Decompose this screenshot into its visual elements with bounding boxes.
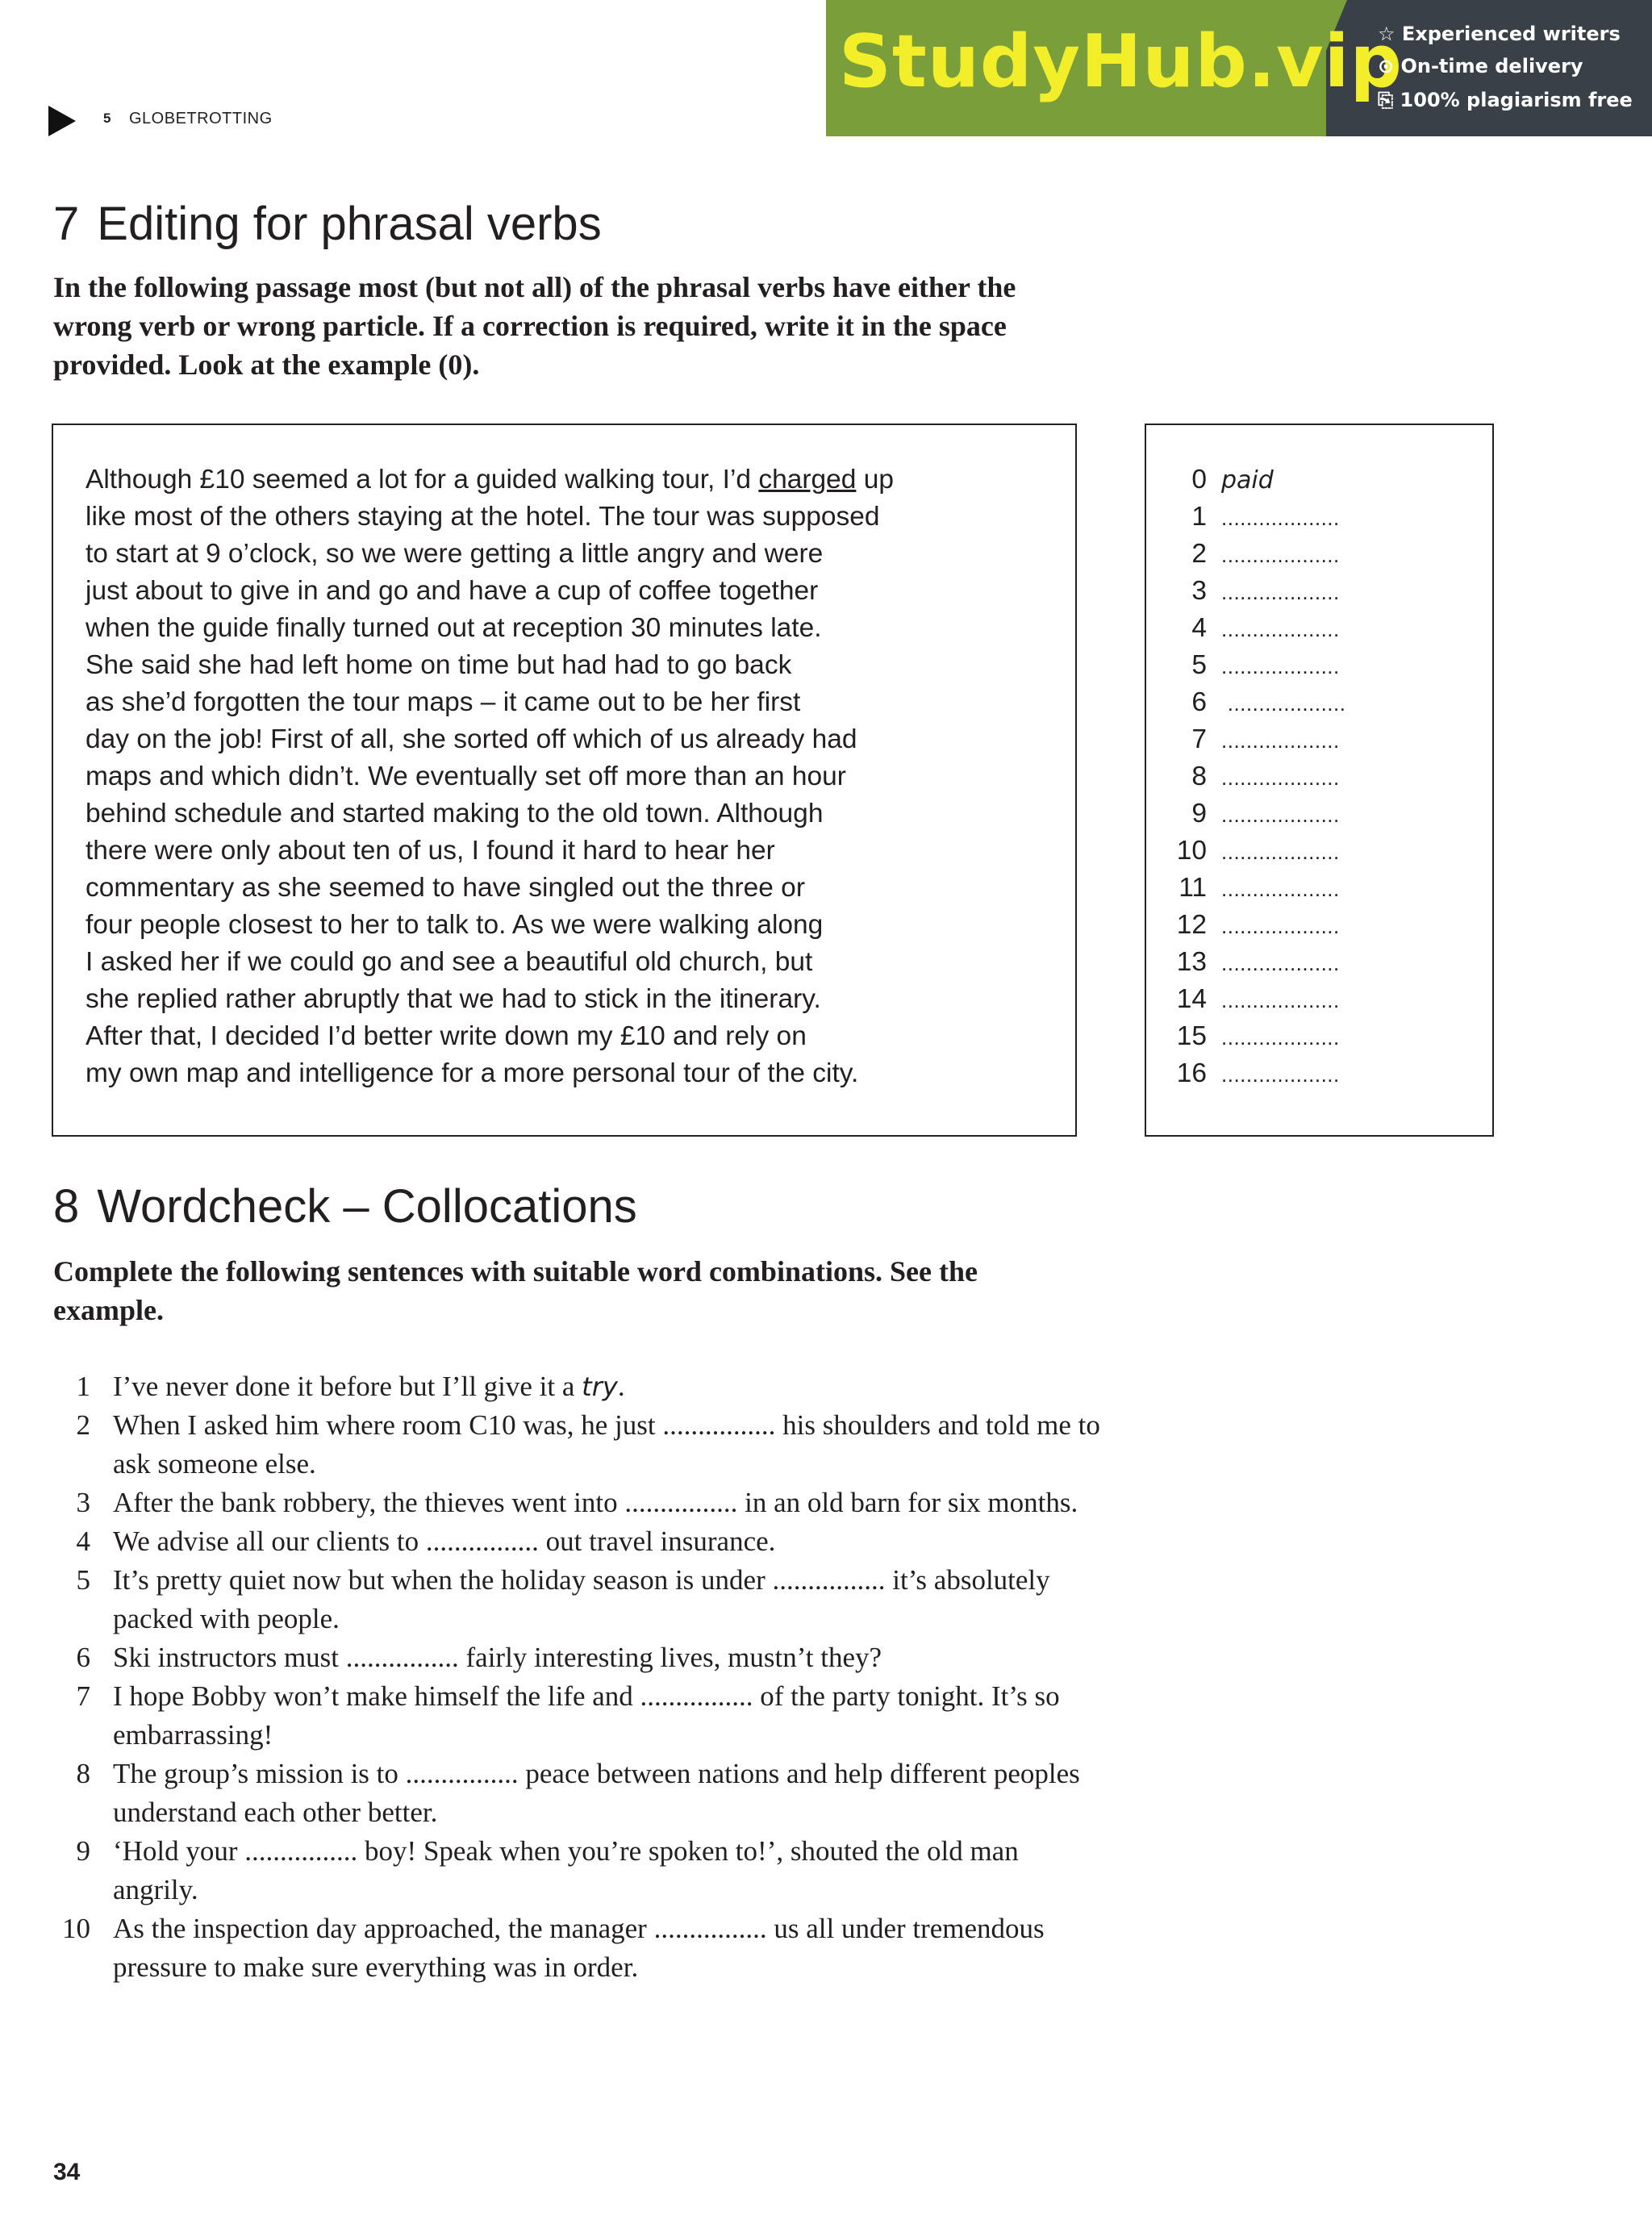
ad-feature-writers: ☆ Experienced writers	[1378, 23, 1621, 45]
answer-row[interactable]	[1170, 536, 1345, 573]
sentence-row[interactable]	[52, 1406, 1100, 1484]
sentence-number: 10	[62, 1913, 90, 1944]
sentence-text: Ski instructors must ................ fairly interesting lives, mustn’t they?	[113, 1642, 882, 1673]
answer-row[interactable]	[1170, 610, 1345, 647]
answer-number: 15	[1176, 1021, 1207, 1051]
sentence-number: 3	[76, 1487, 90, 1518]
sentence-list	[52, 1367, 1100, 1987]
ad-feature-plagiarism: ⎘ 100% plagiarism free	[1378, 89, 1633, 111]
passage-line: Although £10 seemed a lot for a guided walking tour, I’d charged up	[86, 465, 894, 495]
example-answer: try	[582, 1371, 618, 1402]
answer-blank[interactable]: ...................	[1221, 951, 1340, 975]
sentence-row[interactable]	[52, 1638, 1100, 1677]
passage-line: day on the job! First of all, she sorted off which of us already had	[86, 724, 857, 754]
answer-blank[interactable]: ...................	[1221, 803, 1340, 827]
sentence-text: It’s pretty quiet now but when the holiday season is under ................ it’s absolutely packed with people.	[113, 1564, 1050, 1634]
answer-number: 1	[1191, 502, 1207, 532]
passage-line: After that, I decided I’d better write down my £10 and rely on	[86, 1021, 807, 1051]
answer-blank[interactable]: ...................	[1221, 1062, 1340, 1087]
answer-blank[interactable]: ...................	[1221, 728, 1340, 753]
answer-blank[interactable]: ...................	[1221, 654, 1340, 678]
answer-number: 10	[1176, 836, 1207, 866]
passage-line: four people closest to her to talk to. As we were walking along	[86, 910, 824, 940]
sentence-row[interactable]	[52, 1522, 1100, 1561]
passage-line: just about to give in and go and have a cup of coffee together	[86, 576, 819, 606]
answer-row[interactable]	[1170, 907, 1345, 944]
answer-number: 6	[1191, 687, 1207, 717]
sentence-row[interactable]	[52, 1755, 1100, 1832]
sentence-text: We advise all our clients to ................ out travel insurance.	[113, 1525, 776, 1557]
passage-line: there were only about ten of us, I found it hard to hear her	[86, 836, 775, 866]
answer-blank[interactable]: ...................	[1221, 988, 1340, 1012]
answer-blank[interactable]: ...................	[1221, 840, 1340, 864]
sentence-number: 1	[76, 1371, 90, 1402]
passage-line: to start at 9 o’clock, so we were getting a little angry and were	[86, 539, 824, 569]
answer-row-example	[1170, 461, 1345, 499]
ad-feature-delivery: ⊙ On-time delivery	[1378, 55, 1583, 77]
passage-line: maps and which didn’t. We eventually set off more than an hour	[86, 762, 846, 791]
sentence-number: 5	[76, 1564, 90, 1596]
answer-blank[interactable]: ...................	[1221, 506, 1340, 530]
underlined-phrasal-verb: charged	[758, 465, 857, 495]
sentence-text: The group’s mission is to ................ peace between nations and help different peoples understand each other better.	[113, 1758, 1080, 1828]
page-number: 34	[53, 2159, 81, 2185]
sentence-row[interactable]	[52, 1484, 1100, 1522]
answer-row[interactable]	[1170, 721, 1345, 758]
passage-line: She said she had left home on time but had had to go back	[86, 650, 792, 680]
answer-number: 12	[1176, 910, 1207, 940]
passage-line: my own map and intelligence for a more personal tour of the city.	[86, 1058, 859, 1088]
passage-line: as she’d forgotten the tour maps – it came out to be her first	[86, 687, 801, 717]
answer-number: 3	[1191, 576, 1207, 606]
sentence-number: 2	[76, 1409, 90, 1441]
answer-row[interactable]	[1170, 833, 1345, 870]
answer-row[interactable]	[1170, 795, 1345, 833]
answer-row[interactable]	[1170, 981, 1345, 1018]
answer-blank[interactable]: ...................	[1221, 877, 1340, 901]
answer-blank[interactable]: ...................	[1221, 543, 1340, 567]
answer-number: 2	[1191, 539, 1207, 569]
section-7-title: Editing for phrasal verbs	[97, 198, 602, 250]
sentence-text: I hope Bobby won’t make himself the life and ................ of the party tonight. It’s so embarrassing!	[113, 1680, 1060, 1751]
answer-blank[interactable]: ...................	[1221, 914, 1340, 938]
section-8-instructions: Complete the following sentences with suitable word combinations. See the example.	[53, 1255, 978, 1326]
passage-text	[86, 461, 894, 1092]
section-7-number: 7	[53, 198, 80, 250]
unit-title: GLOBETROTTING	[129, 110, 273, 127]
answer-row[interactable]	[1170, 758, 1345, 795]
answer-row[interactable]	[1170, 647, 1345, 684]
answer-row[interactable]	[1170, 499, 1345, 536]
answer-blank[interactable]: ...................	[1221, 1025, 1340, 1050]
passage-line: she replied rather abruptly that we had to stick in the itinerary.	[86, 984, 821, 1014]
sentence-number: 7	[76, 1680, 90, 1712]
answer-row[interactable]	[1170, 684, 1345, 721]
answer-number: 5	[1191, 650, 1207, 680]
answer-number: 0	[1191, 465, 1207, 495]
section-8-heading	[53, 1179, 637, 1233]
sentence-number: 9	[76, 1835, 90, 1867]
answer-number: 13	[1176, 947, 1207, 977]
sentence-number: 8	[76, 1758, 90, 1789]
answer-list	[1170, 461, 1345, 1092]
sentence-number: 4	[76, 1525, 90, 1557]
answer-blank[interactable]: ...................	[1221, 766, 1340, 790]
sentence-row[interactable]	[52, 1832, 1100, 1909]
sentence-text: As the inspection day approached, the manager ................ us all under tremendous pressure to make sure everything was in order.	[113, 1913, 1045, 1983]
section-8-title: Wordcheck – Collocations	[97, 1180, 637, 1233]
passage-line: when the guide finally turned out at reception 30 minutes late.	[86, 613, 822, 643]
sentence-row[interactable]	[52, 1677, 1100, 1755]
unit-number: 5	[103, 111, 111, 126]
ad-brand-name[interactable]: StudyHub.vip	[839, 19, 1403, 104]
sentence-row[interactable]	[52, 1561, 1100, 1638]
passage-line: like most of the others staying at the hotel. The tour was supposed	[86, 502, 880, 532]
answer-number: 14	[1176, 984, 1207, 1014]
sentence-text: When I asked him where room C10 was, he just ................ his shoulders and told me to ask someone else.	[113, 1409, 1100, 1480]
answer-number: 16	[1176, 1058, 1207, 1088]
sentence-text: After the bank robbery, the thieves went into ................ in an old barn for six months.	[113, 1487, 1078, 1518]
passage-line: behind schedule and started making to the old town. Although	[86, 799, 824, 828]
answer-blank[interactable]: ...................	[1221, 617, 1340, 641]
answer-number: 9	[1191, 799, 1207, 828]
answer-number: 4	[1191, 613, 1207, 643]
answer-row[interactable]	[1170, 573, 1345, 610]
answer-number: 7	[1191, 724, 1207, 754]
section-7-instructions: In the following passage most (but not all) of the phrasal verbs have either the wrong verb or wrong particle. If a correction is required, write it in the space provided. Look at the example (0).	[53, 271, 1016, 381]
section-8-number: 8	[53, 1180, 80, 1233]
passage-line: commentary as she seemed to have singled out the three or	[86, 873, 805, 903]
answer-blank[interactable]: ...................	[1221, 691, 1346, 716]
answer-row[interactable]	[1170, 870, 1345, 907]
answer-example-value: paid	[1221, 466, 1274, 495]
sentence-number: 6	[76, 1642, 90, 1673]
sentence-text: ‘Hold your ................ boy! Speak when you’re spoken to!’, shouted the old man angrily.	[113, 1835, 1019, 1905]
section-7-heading	[53, 197, 602, 251]
sentence-row: 1 I’ve never done it before but I’ll give it a try.	[52, 1367, 1100, 1406]
answer-blank[interactable]: ...................	[1221, 580, 1340, 604]
sentence-row[interactable]	[52, 1909, 1100, 1987]
passage-line: I asked her if we could go and see a beautiful old church, but	[86, 947, 813, 977]
answer-number: 11	[1179, 873, 1207, 903]
unit-marker-arrow-icon	[48, 106, 76, 136]
answer-row[interactable]	[1170, 944, 1345, 981]
answer-number: 8	[1191, 762, 1207, 791]
answer-row[interactable]	[1170, 1018, 1345, 1055]
answer-row[interactable]	[1170, 1055, 1345, 1092]
